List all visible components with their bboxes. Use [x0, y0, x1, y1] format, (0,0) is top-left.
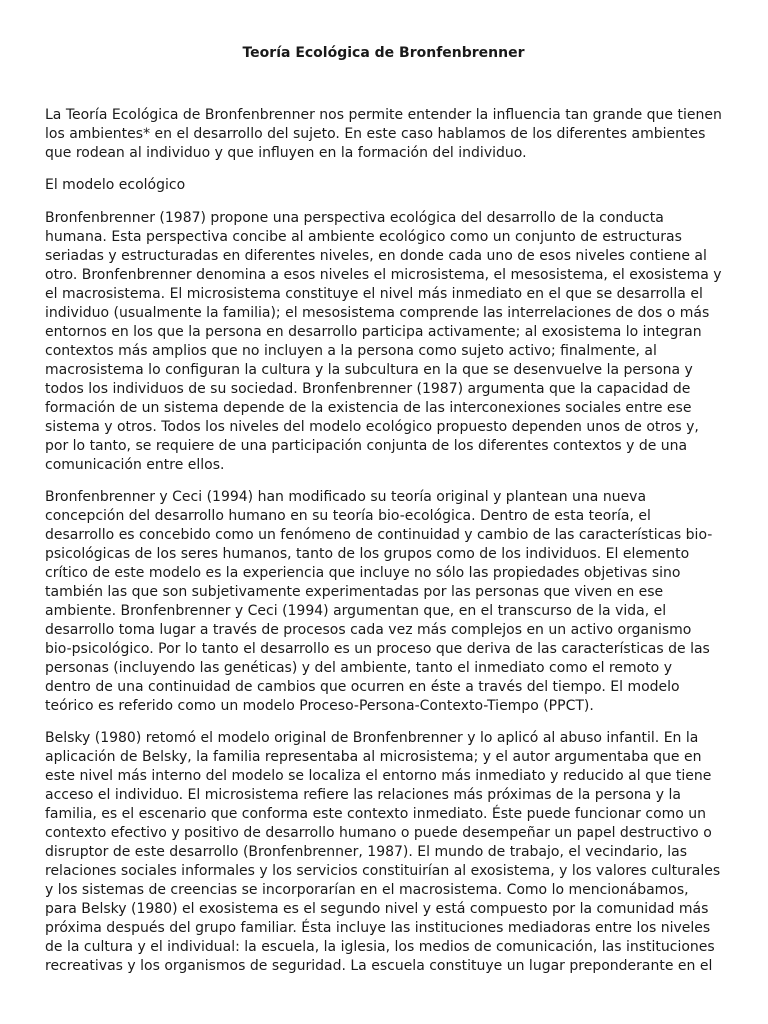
section-heading: El modelo ecológico — [45, 177, 186, 193]
body-paragraph-1: Bronfenbrenner (1987) propone una perspectiva ecológica del desarrollo de la conducta humana. Esta perspectiva concibe al ambiente ecológico como un conjunto de estructuras seriadas y estructuradas en diferentes niveles, en donde cada uno de esos niveles contiene al otro. Bronfenbrenner denomina a esos niveles el microsistema, el mesosistema, el exosistema y el macrosistema. El microsistema constituye el nivel más inmediato en el que se desarrolla el individuo (usualmente la familia); el mesosistema comprende las interrelaciones de dos o más entornos en los que la persona en desarrollo participa activamente; al exosistema lo integran contextos más amplios que no incluyen a la persona como sujeto activo; finalmente, al macrosistema lo configuran la cultura y la subcultura en la que se desenvuelve la persona y todos los individuos de su sociedad. Bronfenbrenner (1987) argumenta que la capacidad de formación de un sistema depende de la existencia de las interconexiones sociales entre ese sistema y otros. Todos los niveles del modelo ecológico propuesto dependen unos de otros y, por lo tanto, se requiere de una participación conjunta de los diferentes contextos y de una comunicación entre ellos. — [45, 210, 722, 473]
document-title: Teoría Ecológica de Bronfenbrenner — [242, 45, 525, 61]
intro-paragraph: La Teoría Ecológica de Bronfenbrenner nos permite entender la influencia tan grande que tienen los ambientes* en el desarrollo del sujeto. En este caso hablamos de los diferentes ambientes que rodean al individuo y que influyen en la formación del individuo. — [45, 107, 722, 161]
body-paragraph-2: Bronfenbrenner y Ceci (1994) han modificado su teoría original y plantean una nueva concepción del desarrollo humano en su teoría bio-ecológica. Dentro de esta teoría, el desarrollo es concebido como un fenómeno de continuidad y cambio de las características bio-psicológicas de los seres humanos, tanto de los grupos como de los individuos. El elemento crítico de este modelo es la experiencia que incluye no sólo las propiedades objetivas sino también las que son subjetivamente experimentadas por las personas que viven en ese ambiente. Bronfenbrenner y Ceci (1994) argumentan que, en el transcurso de la vida, el desarrollo toma lugar a través de procesos cada vez más complejos en un activo organismo bio-psicológico. Por lo tanto el desarrollo es un proceso que deriva de las características de las personas (incluyendo las genéticas) y del ambiente, tanto el inmediato como el remoto y dentro de una continuidad de cambios que ocurren en éste a través del tiempo. El modelo teórico es referido como un modelo Proceso-Persona-Contexto-Tiempo (PPCT). — [45, 489, 713, 714]
body-paragraph-3: Belsky (1980) retomó el modelo original de Bronfenbrenner y lo aplicó al abuso infantil. En la aplicación de Belsky, la familia representaba al microsistema; y el autor argumentaba que en este nivel más interno del modelo se localiza el entorno más inmediato y reducido al que tiene acceso el individuo. El microsistema refiere las relaciones más próximas de la persona y la familia, es el escenario que conforma este contexto inmediato. Éste puede funcionar como un contexto efectivo y positivo de desarrollo humano o puede desempeñar un papel destructivo o disruptor de este desarrollo (Bronfenbrenner, 1987). El mundo de trabajo, el vecindario, las relaciones sociales informales y los servicios constituirían al exosistema, y los valores culturales y los sistemas de creencias se incorporarían en el macrosistema. Como lo mencionábamos, para Belsky (1980) el exosistema es el segundo nivel y está compuesto por la comunidad más próxima después del grupo familiar. Ésta incluye las instituciones mediadoras entre los niveles de la cultura y el individual: la escuela, la iglesia, los medios de comunicación, las instituciones recreativas y los organismos de seguridad. La escuela constituye un lugar preponderante en el — [45, 730, 721, 974]
